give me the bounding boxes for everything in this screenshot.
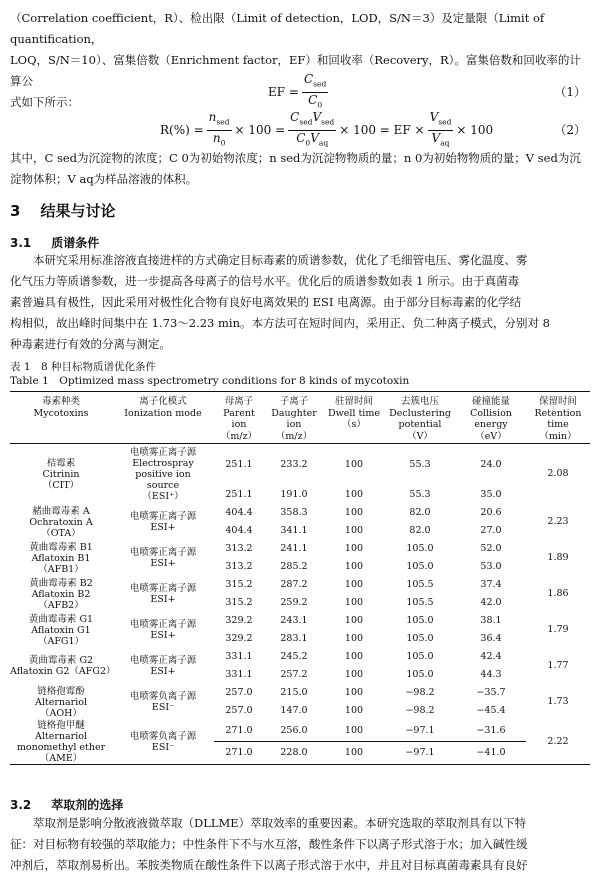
cell-daughter: 256.0 xyxy=(264,720,324,742)
table-row xyxy=(10,504,590,522)
cell-dwell: 100 xyxy=(344,687,364,699)
table-row xyxy=(10,576,590,594)
ionization-mode: 电喷雾正离子源 ESI+ xyxy=(129,619,197,641)
cell-daughter: 233.2 xyxy=(280,459,308,471)
equation-2 xyxy=(0,112,600,148)
column-header: 保留时间 Retention time （min） xyxy=(526,392,590,444)
subsection-heading xyxy=(10,796,123,813)
cell-dwell: 100 xyxy=(344,525,364,537)
cell-parent: 251.1 xyxy=(225,459,253,471)
cell-ce: 37.4 xyxy=(480,579,502,591)
cell-dp: −97.1 xyxy=(384,720,456,742)
subsection-number: 3.2 xyxy=(10,798,32,812)
cell-dwell: 100 xyxy=(344,543,364,555)
column-header: 碰撞能量 Collision energy （eV） xyxy=(456,392,526,444)
cell-ce: 36.4 xyxy=(480,633,502,645)
mass-spec-table xyxy=(10,391,590,765)
cell-daughter: 245.2 xyxy=(280,651,308,663)
table-row xyxy=(10,540,590,558)
paragraph-3-2 xyxy=(10,813,590,876)
cell-daughter: 285.2 xyxy=(280,561,308,573)
table-caption-en: Table 1 Optimized mass spectrometry conditions for 8 kinds of mycotoxin xyxy=(10,375,410,387)
cell-dp: 105.0 xyxy=(406,669,434,681)
cell-daughter: 215.0 xyxy=(280,687,308,699)
section-number: 3 xyxy=(10,202,21,220)
cell-dwell: 100 xyxy=(324,742,384,765)
cell-daughter: 358.3 xyxy=(280,507,308,519)
variable-definitions xyxy=(10,148,590,190)
cell-ce: 53.0 xyxy=(480,561,502,573)
cell-ce: 52.0 xyxy=(480,543,502,555)
paragraph-line: 本研究采用标准溶液直接进样的方式确定目标毒素的质谱参数，优化了毛细管电压、雾化温度、雾 xyxy=(33,253,528,267)
cell-dp: 55.3 xyxy=(409,459,431,471)
cell-dp: −97.1 xyxy=(384,742,456,765)
table-row xyxy=(10,444,590,487)
eq2-lhs: R(%) = xyxy=(160,123,204,137)
section-heading xyxy=(10,200,115,221)
cell-ce: 27.0 xyxy=(480,525,502,537)
retention-time: 2.23 xyxy=(547,516,569,528)
cell-daughter: 287.2 xyxy=(280,579,308,591)
cell-ce: −31.6 xyxy=(456,720,526,742)
cell-parent: 329.2 xyxy=(225,633,253,645)
retention-time: 1.86 xyxy=(547,588,569,600)
cell-parent: 329.2 xyxy=(225,615,253,627)
cell-dp: 82.0 xyxy=(409,507,431,519)
cell-dwell: 100 xyxy=(344,561,364,573)
retention-time: 1.77 xyxy=(547,660,569,672)
cell-parent: 315.2 xyxy=(225,597,253,609)
cell-daughter: 241.1 xyxy=(280,543,308,555)
cell-daughter: 341.1 xyxy=(280,525,308,537)
eq2-fraction: $\frac{C_{sed}V_{sed}}{C_0V_{aq}}$ xyxy=(290,110,335,147)
cell-daughter: 259.2 xyxy=(280,597,308,609)
cell-ce: 42.4 xyxy=(480,651,502,663)
cell-dwell: 100 xyxy=(344,459,364,471)
eq2-operator: × 100 xyxy=(456,123,494,137)
cell-parent: 257.0 xyxy=(225,705,253,717)
cell-parent: 404.4 xyxy=(225,525,253,537)
cell-dwell: 100 xyxy=(344,489,364,501)
cell-ce: 20.6 xyxy=(480,507,502,519)
cell-daughter: 243.1 xyxy=(280,615,308,627)
mycotoxin-name: 链格孢甲醚 Alternariol monomethyl ether （AME） xyxy=(10,720,112,765)
cell-dp: −98.2 xyxy=(405,687,435,699)
subsection-title: 质谱条件 xyxy=(51,236,100,250)
equation-number: （2） xyxy=(554,123,586,137)
cell-ce: 44.3 xyxy=(480,669,502,681)
retention-time: 2.22 xyxy=(526,720,590,765)
table-row xyxy=(10,720,590,742)
definition-line: 其中，C sed为沉淀物的浓度；C 0为初始物浓度；n sed为沉淀物物质的量；n 0为初始物物质的量；V sed为沉 xyxy=(10,151,581,165)
table-row xyxy=(10,648,590,666)
cell-ce: 35.0 xyxy=(480,489,502,501)
definition-line: 淀物体积；V aq为样品溶液的体积。 xyxy=(10,172,198,186)
equation-1 xyxy=(0,74,600,110)
cell-daughter: 257.2 xyxy=(280,669,308,681)
cell-daughter: 191.0 xyxy=(280,489,308,501)
table-row xyxy=(10,684,590,702)
mycotoxin-name: 黄曲霉毒素 B2 Aflatoxin B2 （AFB2） xyxy=(29,577,93,611)
eq2-fraction: $\frac{V_{sed}}{V_{aq}}$ xyxy=(429,110,452,147)
section-title: 结果与讨论 xyxy=(40,202,116,220)
intro-line: 式如下所示： xyxy=(10,95,79,109)
ionization-mode: 电喷雾负离子源 ESI⁻ xyxy=(112,720,214,765)
cell-daughter: 283.1 xyxy=(280,633,308,645)
cell-parent: 404.4 xyxy=(225,507,253,519)
column-header: 子离子 Daughter ion （m/z） xyxy=(264,392,324,444)
cell-dwell: 100 xyxy=(344,597,364,609)
subsection-heading xyxy=(10,234,99,251)
mycotoxin-name: 黄曲霉毒素 B1 Aflatoxin B1 （AFB1） xyxy=(29,541,93,575)
cell-daughter: 228.0 xyxy=(264,742,324,765)
cell-dwell: 100 xyxy=(344,615,364,627)
paragraph-line: 构相似，故出峰时间集中在 1.73～2.23 min。本方法可在短时间内，采用正、负二种离子模式，分别对 8 xyxy=(10,316,550,330)
cell-dwell: 100 xyxy=(344,579,364,591)
cell-dp: 105.5 xyxy=(406,579,434,591)
eq2-operator: × 100 = xyxy=(234,123,286,137)
ionization-mode: 电喷雾正离子源 ESI+ xyxy=(129,655,197,677)
subsection-title: 萃取剂的选择 xyxy=(51,798,124,812)
ionization-mode: 电喷雾正离子源 ESI+ xyxy=(129,547,197,569)
column-header: 驻留时间 Dwell time （s） xyxy=(324,392,384,444)
cell-parent: 313.2 xyxy=(225,561,253,573)
cell-ce: −35.7 xyxy=(476,687,506,699)
paragraph-line: 素普遍具有极性，因此采用对极性化合物有良好电离效果的 ESI 电离源。由于部分目标毒素的化学结 xyxy=(10,295,522,309)
column-header: 毒素种类 Mycotoxins xyxy=(10,392,112,444)
eq1-lhs: EF = xyxy=(268,85,299,99)
cell-dp: 105.0 xyxy=(406,615,434,627)
cell-parent: 257.0 xyxy=(225,687,253,699)
cell-dp: 105.0 xyxy=(406,633,434,645)
retention-time: 1.89 xyxy=(547,552,569,564)
paragraph-line: 萃取剂是影响分散液液微萃取（DLLME）萃取效率的重要因素。本研究选取的萃取剂具有以下特 xyxy=(33,816,527,830)
paragraph-line: 征：对目标物有较强的萃取能力；中性条件下不与水互溶，酸性条件下以离子形式溶于水；加入碱性缓 xyxy=(10,837,528,851)
paragraph-line: 种毒素进行有效的分离与测定。 xyxy=(10,337,171,351)
cell-dwell: 100 xyxy=(344,705,364,717)
cell-parent: 331.1 xyxy=(225,669,253,681)
equation-number: （1） xyxy=(554,85,586,99)
cell-dp: 105.0 xyxy=(406,543,434,555)
mycotoxin-name: 链格孢霉酚 Alternariol （AOH） xyxy=(35,685,87,719)
cell-ce: −45.4 xyxy=(476,705,506,717)
eq2-operator: × 100 = EF × xyxy=(339,123,425,137)
cell-dwell: 100 xyxy=(344,651,364,663)
cell-dwell: 100 xyxy=(324,720,384,742)
retention-time: 2.08 xyxy=(547,468,569,480)
cell-dp: 55.3 xyxy=(409,489,431,501)
retention-time: 1.73 xyxy=(547,696,569,708)
ionization-mode: 电喷雾负离子源 ESI⁻ xyxy=(129,691,197,713)
mycotoxin-name: 黄曲霉毒素 G1 Aflatoxin G1 （AFG1） xyxy=(28,613,94,647)
paragraph-line: 化气压力等质谱参数，进一步提高各母离子的信号水平。优化后的质谱参数如表 1 所示。由于真菌毒 xyxy=(10,274,520,288)
column-header: 母离子 Parent ion （m/z） xyxy=(214,392,264,444)
column-header: 离子化模式 Ionization mode xyxy=(112,392,214,444)
cell-parent: 331.1 xyxy=(225,651,253,663)
cell-parent: 313.2 xyxy=(225,543,253,555)
cell-dp: 105.5 xyxy=(406,597,434,609)
table-caption-cn: 表 1 8 种目标物质谱优化条件 xyxy=(10,361,157,373)
paragraph-line: 冲剂后，萃取剂易析出。苯胺类物质在酸性条件下以离子形式溶于水中，并且对目标真菌毒素具有良好 xyxy=(10,858,528,872)
cell-dwell: 100 xyxy=(344,633,364,645)
mycotoxin-name: 黄曲霉毒素 G2 Aflatoxin G2（AFG2） xyxy=(10,655,116,677)
cell-ce: 42.0 xyxy=(480,597,502,609)
cell-dwell: 100 xyxy=(344,507,364,519)
cell-dwell: 100 xyxy=(344,669,364,681)
column-header: 去簇电压 Declustering potential （V） xyxy=(384,392,456,444)
eq2-fraction: $\frac{n_{sed}}{n_0}$ xyxy=(208,110,230,147)
subsection-number: 3.1 xyxy=(10,236,32,250)
cell-parent: 271.0 xyxy=(214,742,264,765)
cell-dp: 82.0 xyxy=(409,525,431,537)
retention-time: 1.79 xyxy=(547,624,569,636)
cell-dp: 105.0 xyxy=(406,651,434,663)
cell-ce: −41.0 xyxy=(456,742,526,765)
cell-ce: 38.1 xyxy=(480,615,502,627)
eq1-fraction: $\frac{C_{sed}}{C_0}$ xyxy=(303,72,327,109)
cell-ce: 24.0 xyxy=(480,459,502,471)
cell-parent: 315.2 xyxy=(225,579,253,591)
mycotoxin-name: 桔霉素 Citrinin （CIT） xyxy=(42,457,80,491)
paragraph-3-1 xyxy=(10,250,590,355)
cell-dp: −98.2 xyxy=(405,705,435,717)
ionization-mode: 电喷雾正离子源 ESI+ xyxy=(129,511,197,533)
cell-parent: 271.0 xyxy=(214,720,264,742)
ionization-mode: 电喷雾正离子源 Electrospray positive ion source （ESI⁺） xyxy=(129,446,197,502)
cell-daughter: 147.0 xyxy=(280,705,308,717)
mycotoxin-name: 赭曲霉毒素 A Ochratoxin A （OTA） xyxy=(29,505,93,539)
intro-line: LOQ，S/N＝10）、富集倍数（Enrichment factor，EF）和回收率（Recovery，R）。富集倍数和回收率的计算公 xyxy=(10,53,581,88)
intro-line: （Correlation coefficient，R）、检出限（Limit of detection，LOD，S/N＝3）及定量限（Limit of quantification， xyxy=(10,11,545,46)
cell-parent: 251.1 xyxy=(225,489,253,501)
ionization-mode: 电喷雾正离子源 ESI+ xyxy=(129,583,197,605)
table-row xyxy=(10,612,590,630)
cell-dp: 105.0 xyxy=(406,561,434,573)
